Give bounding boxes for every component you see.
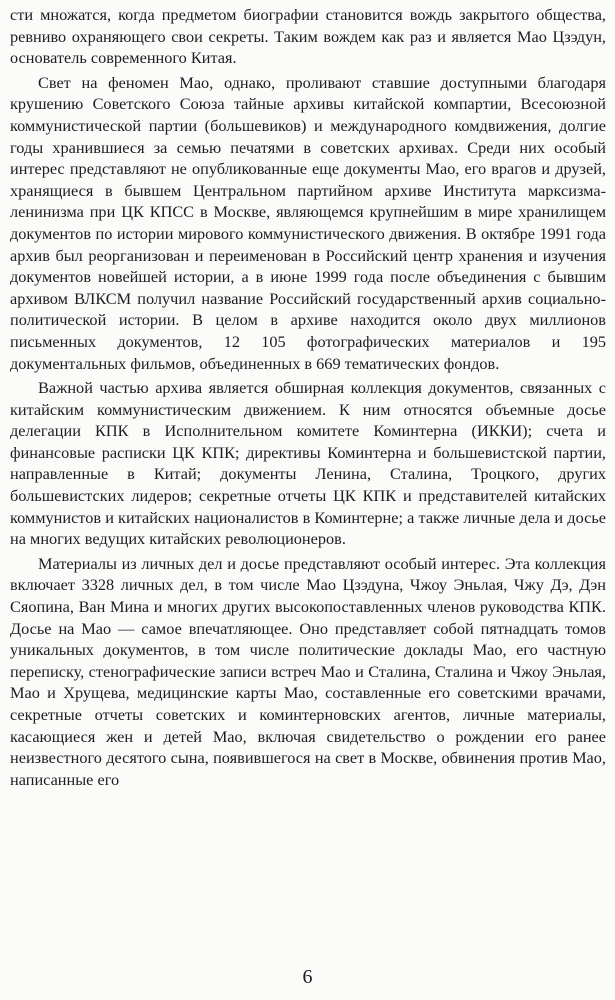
paragraph-3: Важной частью архива является обширная коллекция документов, связанных с китайским коммунистическим движением. К ним относятся объемные досье делегации КПК в Исполнительном комитете Коминтерна (ИККИ); счета и финансовые расписки ЦК КПК; директивы Коминтерна и большевистской партии, направленные в Китай; документы Ленина, Сталина, Троцкого, других большевистских лидеров; секретные отчеты ЦК КПК и представителей китайских коммунистов и китайских националистов в Коминтерне; а также личные дела и досье на многих ведущих китайских революционеров. [10,378,606,549]
page-number: 6 [302,966,313,988]
paragraph-1: сти множатся, когда предметом биографии становится вождь закрытого общества, ревниво охраняющего свои секреты. Таким вождем как раз и является Мао Цзэдун, основатель современного Китая. [10,5,606,68]
body-text [10,4,606,790]
paragraph-4: Материалы из личных дел и досье представляют особый интерес. Эта коллекция включает 3328 личных дел, в том числе Мао Цзэдуна, Чжоу Эньлая, Чжу Дэ, Дэн Сяопина, Ван Мина и многих других высокопоставленных членов руководства КПК. Досье на Мао — самое впечатляющее. Оно представляет собой пятнадцать томов уникальных документов, в том числе политические доклады Мао, его частную переписку, стенографические записи встреч Мао и Сталина, Сталина и Чжоу Эньлая, Мао и Хрущева, медицинские карты Мао, составленные его советскими врачами, секретные отчеты советских и коминтерновских агентов, личные материалы, касающиеся жен и детей Мао, включая свидетельство о рождении его ранее неизвестного десятого сына, появившегося на свет в Москве, обвинения против Мао, написанные его [10,553,606,789]
paragraph-2: Свет на феномен Мао, однако, проливают ставшие доступными благодаря крушению Советского Союза тайные архивы китайской компартии, Всесоюзной коммунистической партии (большевиков) и международного комдвижения, долгие годы хранившиеся за семью печатями в советских архивах. Среди них особый интерес представляют не опубликованные еще документы Мао, его врагов и друзей, хранящиеся в бывшем Центральном партийном архиве Института марксизма-ленинизма при ЦК КПСС в Москве, являющемся крупнейшим в мире хранилищем документов по истории мирового коммунистического движения. В октябре 1991 года архив был реорганизован и переименован в Российский центр хранения и изучения документов новейшей истории, а в июне 1999 года после объединения с бывшим архивом ВЛКСМ получил название Российский государственный архив социально-политической истории. В целом в архиве находится около двух миллионов письменных документов, 12 105 фотографических материалов и 195 документальных фильмов, объединенных в 669 тематических фондов. [10,72,606,373]
